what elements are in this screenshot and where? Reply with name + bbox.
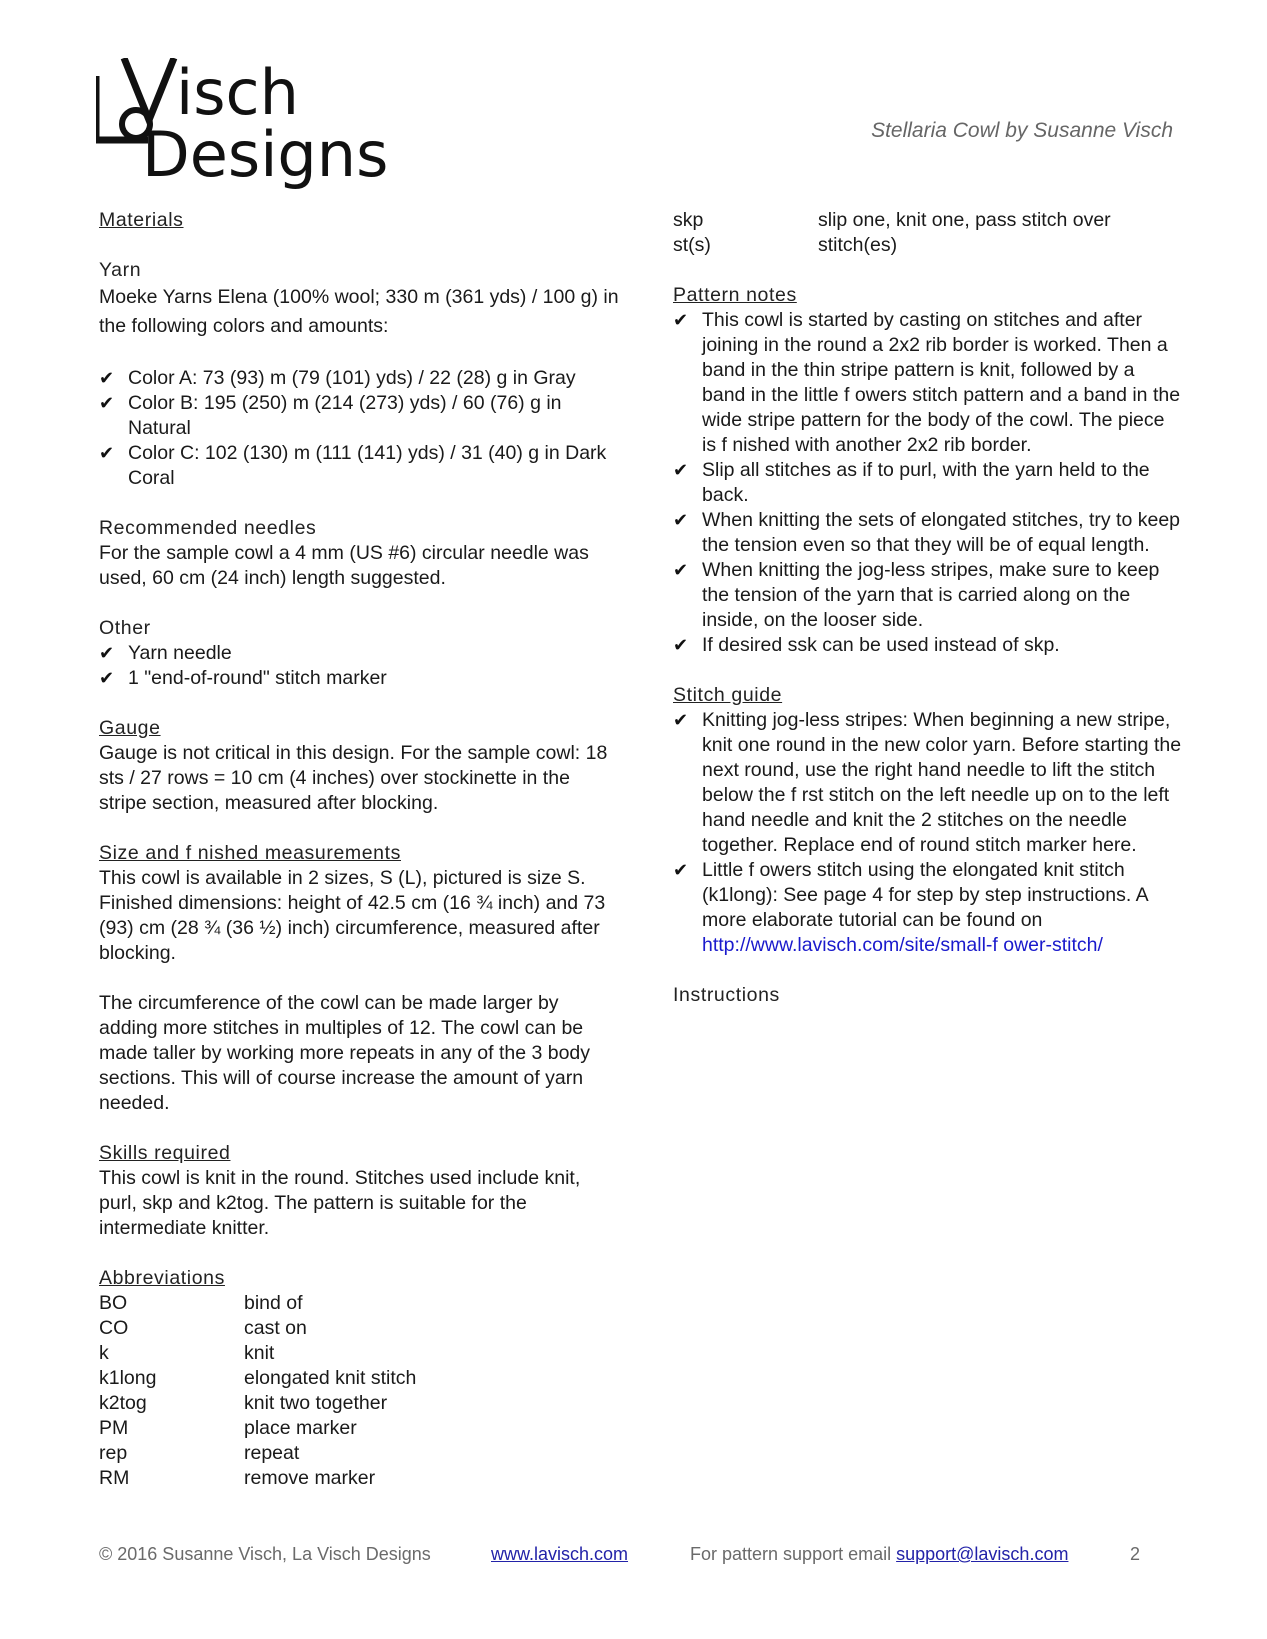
other-heading: Other [99,617,151,639]
list-item: ✔ When knitting the sets of elongated stitches, try to keep the tension even so that they will be of equal length. [673,509,1181,556]
size-heading: Size and f nished measurements [99,842,401,864]
list-item: ✔ Little f owers stitch using the elongated knit stitch (k1long): See page 4 for step by step instructions. A more elaborate tutorial can be found on http://www.lavisch.com/site/small-f ower-stitch/ [673,859,1148,956]
abbreviation-row: st(s) stitch(es) [673,234,898,256]
color-list [99,366,619,491]
support-text: For pattern support email support@lavisch.com [690,1544,1069,1564]
check-icon: ✔ [673,710,689,730]
list-item: ✔ If desired ssk can be used instead of skp. [673,634,1060,656]
la-visch-designs-logo [96,58,406,198]
check-icon: ✔ [99,643,115,663]
check-icon: ✔ [673,635,689,655]
left-column [99,208,619,1491]
abbreviations-heading: Abbreviations [99,1267,225,1289]
svg-text:Designs: Designs [142,118,389,191]
abbreviations-table-continued [673,208,1183,258]
document-title: Stellaria Cowl by Susanne Visch [871,119,1173,142]
tutorial-link[interactable]: http://www.lavisch.com/site/small-f ower-stitch/ [702,934,1103,956]
list-item: ✔ Color B: 195 (250) m (214 (273) yds) / 60 (76) g in Natural [99,392,562,439]
svg-text:isch: isch [176,58,299,129]
size-text-extra: The circumference of the cowl can be made larger by adding more stitches in multiples of 12. The cowl can be made taller by working more repeats in any of the 3 body sections. This will of course increase the amount of yarn needed. [99,992,591,1114]
yarn-text: Moeke Yarns Elena (100% wool; 330 m (361 yds) / 100 g) in the following colors and amounts: [99,286,619,337]
list-item: ✔ Yarn needle [99,642,232,664]
abbreviation-row: k knit [99,1342,275,1364]
copyright-text: © 2016 Susanne Visch, La Visch Designs [99,1544,431,1564]
needles-heading: Recommended needles [99,517,317,539]
list-item: ✔ Color A: 73 (93) m (79 (101) yds) / 22 (28) g in Gray [99,367,576,389]
pattern-notes-list [673,308,1183,658]
abbreviation-row: PM place marker [99,1417,357,1439]
yarn-heading: Yarn [99,259,142,281]
list-item: ✔ 1 "end-of-round" stitch marker [99,667,387,689]
page-footer [99,1542,1179,1568]
list-item: ✔ Knitting jog-less stripes: When beginning a new stripe, knit one round in the new color yarn. Before starting the next round, use the right hand needle to lift the stitch below the f rst stitch on the left needle up on to the left hand needle and knit the 2 stitches on the needle together. Replace end of round stitch marker here. [673,709,1182,856]
instructions-heading: Instructions [673,984,780,1006]
list-item: ✔ When knitting the jog-less stripes, make sure to keep the tension of the yarn that is carried along on the inside, on the looser side. [673,559,1160,631]
check-icon: ✔ [673,560,689,580]
check-icon: ✔ [673,510,689,530]
stitch-guide-heading: Stitch guide [673,684,783,706]
check-icon: ✔ [673,460,689,480]
check-icon: ✔ [99,443,115,463]
pattern-notes-heading: Pattern notes [673,284,797,306]
abbreviation-row: RM remove marker [99,1467,376,1489]
size-text: This cowl is available in 2 sizes, S (L), pictured is size S. Finished dimensions: height of 42.5 cm (16 ¾ inch) and 73 (93) cm (28 ¾ (36 ½) inch) circumference, measured after blocking. [99,867,606,964]
gauge-heading: Gauge [99,717,161,739]
abbreviation-row: k1long elongated knit stitch [99,1367,417,1389]
abbreviation-row: rep repeat [99,1442,300,1464]
check-icon: ✔ [99,668,115,688]
check-icon: ✔ [99,368,115,388]
check-icon: ✔ [673,310,689,330]
list-item: ✔ Color C: 102 (130) m (111 (141) yds) / 31 (40) g in Dark Coral [99,442,607,489]
abbreviation-row: k2tog knit two together [99,1392,388,1414]
check-icon: ✔ [673,860,689,880]
gauge-text: Gauge is not critical in this design. For the sample cowl: 18 sts / 27 rows = 10 cm (4 inches) over stockinette in the stripe section, measured after blocking. [99,742,608,814]
needles-text: For the sample cowl a 4 mm (US #6) circular needle was used, 60 cm (24 inch) length suggested. [99,542,589,589]
abbreviation-row: CO cast on [99,1317,307,1339]
abbreviation-row: skp slip one, knit one, pass stitch over [673,209,1111,231]
right-column [673,208,1183,1008]
page-number: 2 [1130,1544,1141,1564]
check-icon: ✔ [99,393,115,413]
abbreviation-row: BO bind of [99,1292,303,1314]
other-list [99,641,619,691]
abbreviations-table [99,1291,619,1491]
list-item: ✔ This cowl is started by casting on stitches and after joining in the round a 2x2 rib border is worked. Then a band in the thin stripe pattern is knit, followed by a band in the little f owers stitch pattern and a band in the wide stripe pattern for the body of the cowl. The piece is f nished with another 2x2 rib border. [673,309,1181,456]
website-link[interactable]: www.lavisch.com [491,1544,629,1564]
materials-heading: Materials [99,209,184,231]
list-item: ✔ Slip all stitches as if to purl, with the yarn held to the back. [673,459,1150,506]
skills-text: This cowl is knit in the round. Stitches used include knit, purl, skp and k2tog. The pattern is suitable for the intermediate knitter. [99,1167,581,1239]
support-email-link[interactable]: support@lavisch.com [896,1544,1069,1564]
stitch-guide-list [673,708,1183,958]
skills-heading: Skills required [99,1142,231,1164]
